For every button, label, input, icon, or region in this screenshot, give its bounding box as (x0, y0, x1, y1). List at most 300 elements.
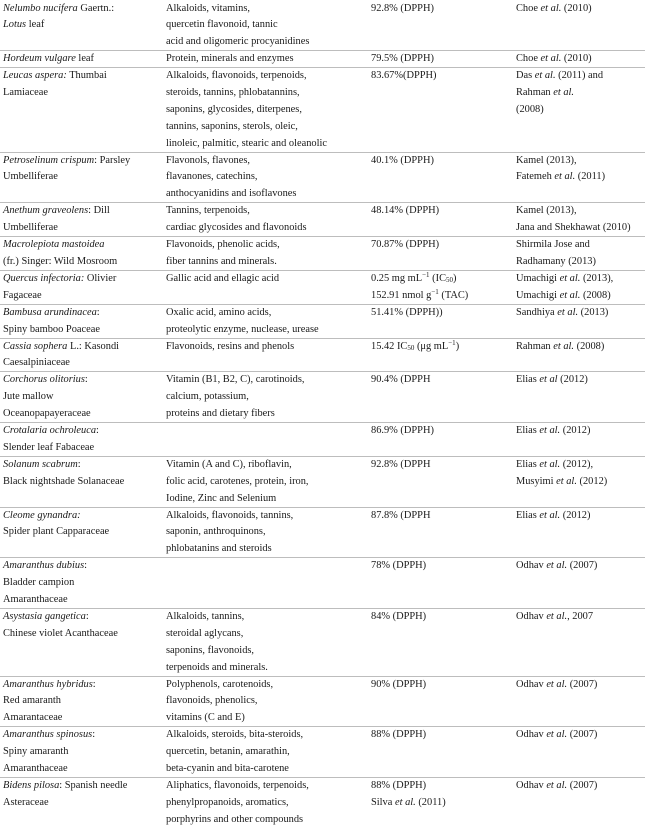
constituents-cell (166, 237, 368, 271)
cell-line (516, 558, 644, 575)
text-run: Silva (371, 796, 395, 808)
cell-line (3, 558, 163, 575)
text-run: Rahman (516, 340, 554, 352)
cell-line (516, 457, 644, 474)
reference-cell (516, 457, 644, 491)
cell-line: phenylpropanoids, aromatics, (166, 796, 289, 808)
cell-line (3, 778, 163, 795)
constituents-cell (166, 508, 368, 559)
text-run: (2010) (561, 53, 592, 65)
cell-line (516, 339, 644, 356)
text-run: ) (453, 272, 457, 284)
text-run: 50 (407, 343, 415, 352)
text-run: Olivier (84, 272, 117, 284)
plant-name-cell (3, 677, 163, 728)
text-run: (fr.) Singer: Wild Mosroom (3, 255, 118, 267)
text-run: Choe (516, 53, 541, 65)
cell-line: saponin, anthroquinons, (166, 526, 266, 538)
text-run: Amaranthus hybridus (3, 678, 93, 690)
text-run: Jute mallow (3, 391, 54, 403)
plant-name-cell (3, 558, 163, 609)
plant-name-cell (3, 203, 163, 237)
text-run: et al. (539, 509, 561, 521)
text-run: 70.87% (DPPH) (371, 239, 440, 251)
reference-cell (516, 609, 644, 626)
cell-line: flavanones, catechins, (166, 171, 258, 183)
antioxidant-activity-cell (371, 305, 513, 322)
text-run: Das (516, 70, 535, 82)
constituents-cell (166, 727, 368, 778)
plant-name-cell (3, 372, 163, 423)
text-run: Solanum scabrum (3, 458, 78, 470)
row-divider (0, 236, 645, 237)
text-run: (2008) (580, 289, 611, 301)
text-run: (2013) (578, 306, 609, 318)
text-run: : (92, 729, 96, 741)
text-run: (TAC) (438, 289, 469, 301)
antioxidant-activity-cell (371, 237, 513, 254)
text-run: −1 (422, 270, 430, 279)
constituents-cell (166, 778, 368, 829)
text-run: Red amaranth (3, 695, 61, 707)
text-run: Anethum graveolens (3, 205, 89, 217)
cell-line (3, 744, 163, 761)
cell-line (3, 406, 163, 423)
cell-line (371, 203, 513, 220)
cell-line: Gallic acid and ellagic acid (166, 272, 280, 284)
text-run: Amaranthaceae (3, 593, 68, 605)
cell-line (3, 710, 163, 727)
text-run: 83.67%(DPPH) (371, 70, 437, 82)
text-run: et al. (394, 796, 416, 808)
cell-line (3, 677, 163, 694)
cell-line (516, 68, 644, 85)
text-run: 90% (DPPH) (371, 678, 427, 690)
constituents-cell (166, 609, 368, 677)
cell-line (3, 322, 163, 339)
antioxidant-activity-cell (371, 727, 513, 744)
text-run: Musyimi (516, 475, 557, 487)
cell-line: Flavonols, flavones, (166, 154, 250, 166)
text-run: Cleome gynandra: (3, 509, 81, 521)
antioxidant-activity-cell (371, 339, 513, 356)
row-divider (0, 304, 645, 305)
text-run: et al. (559, 272, 581, 284)
cell-line (371, 153, 513, 170)
text-run: (2012) (576, 475, 608, 487)
reference-cell (516, 271, 644, 305)
text-run: Elias (516, 374, 540, 386)
text-run: , 2007 (567, 610, 594, 622)
text-run: (2012), (560, 458, 594, 470)
text-run: 92.8% (DPPH) (371, 2, 434, 14)
cell-line (3, 524, 163, 541)
constituents-cell (166, 51, 368, 68)
text-run: : Parsley (94, 154, 131, 166)
cell-line (3, 68, 163, 85)
text-run: Amarantaceae (3, 712, 63, 724)
cell-line (3, 795, 163, 812)
cell-line (371, 237, 513, 254)
reference-cell (516, 203, 644, 237)
plant-name-cell (3, 508, 163, 542)
cell-line: fiber tannins and minerals. (166, 255, 277, 267)
text-run: et al. (539, 458, 561, 470)
cell-line (516, 169, 644, 186)
cell-line (371, 51, 513, 68)
cell-line: Alkaloids, flavonoids, tannins, (166, 509, 294, 521)
cell-line: Polyphenols, carotenoids, (166, 678, 274, 690)
constituents-cell (166, 339, 368, 356)
reference-cell (516, 372, 644, 389)
text-run: 84% (DPPH) (371, 610, 427, 622)
cell-line (3, 220, 163, 237)
plant-name-cell (3, 51, 163, 68)
text-run: et al. (546, 678, 568, 690)
text-run: (2013), (580, 272, 614, 284)
cell-line (516, 474, 644, 491)
antioxidant-activity-cell (371, 677, 513, 694)
text-run: Choe (516, 2, 541, 14)
cell-line (3, 339, 163, 356)
text-run: Fagaceae (3, 289, 42, 301)
cell-line: quercetin, betanin, amarathin, (166, 746, 290, 758)
reference-cell (516, 508, 644, 525)
cell-line (516, 85, 644, 102)
cell-line (371, 1, 513, 18)
text-run: Bidens pilosa (3, 779, 60, 791)
text-run: (2012) (560, 509, 591, 521)
reference-cell (516, 1, 644, 18)
plant-name-cell (3, 727, 163, 778)
row-divider (0, 557, 645, 558)
text-run: : (85, 610, 89, 622)
cell-line (3, 254, 163, 271)
antioxidant-activity-cell (371, 153, 513, 170)
constituents-cell (166, 305, 368, 339)
cell-line (516, 271, 644, 288)
cell-line (3, 727, 163, 744)
text-run: 86.9% (DPPH) (371, 425, 434, 436)
cell-line: vitamins (C and E) (166, 712, 245, 724)
reference-cell (516, 423, 644, 440)
text-run: Shirmila Jose and (516, 239, 590, 251)
cell-line: quercetin flavonoid, tannic (166, 19, 278, 31)
cell-line (3, 1, 163, 18)
text-run: −1 (431, 287, 439, 296)
reference-cell (516, 51, 644, 68)
text-run: 87.8% (DPPH (371, 509, 431, 521)
cell-line (516, 102, 644, 119)
cell-line (3, 423, 163, 440)
text-run: L.: Kasondi (67, 340, 120, 352)
cell-line (516, 51, 644, 68)
text-run: ) (455, 340, 460, 352)
text-run: Umbelliferae (3, 222, 58, 234)
text-run: Crotalaria ochroleuca (3, 425, 97, 436)
antioxidant-activity-cell (371, 778, 513, 812)
antioxidant-activity-cell (371, 372, 513, 389)
reference-cell (516, 153, 644, 187)
text-run: (IC (429, 272, 446, 284)
text-run: (2012) (560, 425, 591, 436)
text-run: Kamel (2013), (516, 205, 577, 217)
text-run: Amaranthus spinosus (3, 729, 93, 741)
antioxidant-activity-cell (371, 508, 513, 525)
cell-line: porphyrins and other compounds (166, 813, 304, 825)
cell-line (371, 508, 513, 525)
text-run: Lotus (3, 19, 27, 31)
text-run: Chinese violet Acanthaceae (3, 627, 118, 639)
cell-line: Iodine, Zinc and Selenium (166, 492, 277, 504)
text-run: 88% (DPPH) (371, 779, 427, 791)
text-run: Petroselinum crispum (3, 154, 95, 166)
antioxidant-activity-cell (371, 1, 513, 18)
reference-cell (516, 237, 644, 271)
row-divider (0, 777, 645, 778)
text-run: et al. (546, 729, 568, 741)
cell-line: terpenoids and minerals. (166, 661, 268, 673)
antioxidant-activity-cell (371, 68, 513, 85)
text-run: et al. (557, 306, 579, 318)
cell-line (516, 237, 644, 254)
text-run: 88% (DPPH) (371, 729, 427, 741)
text-run: Slender leaf Fabaceae (3, 441, 95, 453)
text-run: −1 (448, 338, 456, 347)
constituents-cell (166, 677, 368, 728)
cell-line (3, 271, 163, 288)
plant-name-cell (3, 271, 163, 305)
row-divider (0, 726, 645, 727)
cell-line: folic acid, carotenes, protein, iron, (166, 475, 309, 487)
cell-line (516, 727, 644, 744)
text-run: et al. (546, 779, 568, 791)
cell-line: Alkaloids, tannins, (166, 610, 245, 622)
cell-line (3, 575, 163, 592)
antioxidant-activity-cell (371, 558, 513, 575)
cell-line (3, 169, 163, 186)
text-run: et al. (540, 2, 562, 14)
cell-line (371, 423, 513, 440)
cell-line (3, 355, 163, 372)
text-run: (μg mL (414, 340, 449, 352)
cell-line (3, 305, 163, 322)
constituents-cell (166, 457, 368, 508)
text-run: Caesalpiniaceae (3, 357, 70, 369)
text-run: : (96, 306, 100, 318)
cell-line (3, 457, 163, 474)
text-run: : Dill (88, 205, 110, 217)
text-run: Leucas aspera: (3, 70, 67, 82)
cell-line: proteins and dietary fibers (166, 408, 275, 420)
cell-line (3, 592, 163, 609)
row-divider (0, 338, 645, 339)
text-run: (2008) (574, 340, 605, 352)
text-run: Odhav (516, 610, 547, 622)
cell-line (3, 609, 163, 626)
cell-line: steroids, tannins, phlobatannins, (166, 86, 300, 98)
cell-line (371, 68, 513, 85)
row-divider (0, 371, 645, 372)
row-divider (0, 67, 645, 68)
cell-line: flavonoids, phenolics, (166, 695, 258, 707)
text-run: et al. (554, 171, 576, 183)
text-run: Oceanopapayeraceae (3, 408, 91, 420)
cell-line (3, 693, 163, 710)
plant-name-cell (3, 68, 163, 102)
antioxidant-activity-cell (371, 457, 513, 474)
row-divider (0, 50, 645, 51)
text-run: 78% (DPPH) (371, 560, 427, 572)
text-run: 48.14% (DPPH) (371, 205, 440, 217)
text-run: Spiny bamboo Poaceae (3, 323, 100, 335)
text-run: (2007) (567, 779, 598, 791)
row-divider (0, 608, 645, 609)
text-run: Umbelliferae (3, 171, 58, 183)
text-run: (2011) and (555, 70, 604, 82)
cell-line (516, 677, 644, 694)
text-run: et al (539, 374, 558, 386)
constituents-cell (166, 203, 368, 237)
cell-line: phlobatanins and steroids (166, 543, 272, 555)
cell-line (3, 51, 163, 68)
text-run: Black nightshade Solanaceae (3, 475, 125, 487)
text-run: Asystasia gangetica (3, 610, 86, 622)
text-run: (2011) (575, 171, 606, 183)
cell-line (3, 372, 163, 389)
text-run: Amaranthaceae (3, 762, 68, 774)
cell-line: Protein, minerals and enzymes (166, 53, 294, 65)
text-run: 79.5% (DPPH) (371, 53, 434, 65)
plant-name-cell (3, 423, 163, 457)
plant-name-cell (3, 457, 163, 491)
cell-line (516, 288, 644, 305)
text-run: 51.41% (DPPH)) (371, 306, 443, 318)
text-run: Bambusa arundinacea (3, 306, 97, 318)
plant-name-cell (3, 609, 163, 643)
row-divider (0, 676, 645, 677)
cell-line (3, 17, 163, 34)
text-run: Umachigi (516, 272, 560, 284)
cell-line (371, 457, 513, 474)
antioxidant-activity-cell (371, 51, 513, 68)
cell-line (371, 288, 513, 305)
text-run: 92.8% (DPPH (371, 458, 431, 470)
text-run: et al. (539, 425, 561, 436)
text-run: Odhav (516, 678, 547, 690)
cell-line (516, 778, 644, 795)
text-run: et al. (559, 289, 581, 301)
cell-line: cardiac glycosides and flavonoids (166, 222, 307, 234)
cell-line: proteolytic enzyme, nuclease, urease (166, 323, 319, 335)
antioxidant-activity-cell (371, 609, 513, 626)
text-run: (2011) (415, 796, 446, 808)
cell-line (3, 237, 163, 254)
cell-line: tannins, saponins, sterols, oleic, (166, 120, 298, 132)
text-run: Sandhiya (516, 306, 558, 318)
text-run: Hordeum vulgare (3, 53, 76, 65)
text-run: : Spanish needle (59, 779, 128, 791)
cell-line (371, 778, 513, 795)
cell-line (3, 508, 163, 525)
cell-line (516, 254, 644, 271)
text-run: Gaertn.: (77, 2, 115, 14)
cell-line: anthocyanidins and isoflavones (166, 188, 297, 200)
text-run: Spider plant Capparaceae (3, 526, 110, 538)
plant-name-cell (3, 305, 163, 339)
cell-line: beta-cyanin and bita-carotene (166, 762, 289, 774)
text-run: (2010) (561, 2, 592, 14)
text-run: Nelumbo nucifera (3, 2, 78, 14)
cell-line (371, 271, 513, 288)
text-run: Spiny amaranth (3, 746, 69, 758)
text-run: (2008) (516, 103, 544, 115)
text-run: Fatemeh (516, 171, 555, 183)
reference-cell (516, 558, 644, 575)
cell-line (3, 440, 163, 457)
text-run: 40.1% (DPPH) (371, 154, 434, 166)
text-run: leaf (75, 53, 94, 65)
text-run: et al. (546, 610, 568, 622)
text-run: : (84, 374, 88, 386)
cell-line (371, 305, 513, 322)
cell-line (3, 626, 163, 643)
row-divider (0, 270, 645, 271)
cell-line: Alkaloids, flavonoids, terpenoids, (166, 70, 307, 82)
text-run: Odhav (516, 779, 547, 791)
plant-name-cell (3, 153, 163, 187)
cell-line: Aliphatics, flavonoids, terpenoids, (166, 779, 309, 791)
text-run: (2007) (567, 678, 598, 690)
text-run: et al. (540, 53, 562, 65)
reference-cell (516, 778, 644, 795)
text-run: et al. (534, 70, 556, 82)
cell-line (3, 85, 163, 102)
cell-line: Alkaloids, steroids, bita-steroids, (166, 729, 304, 741)
text-run: Thumbai (66, 70, 107, 82)
cell-line (516, 153, 644, 170)
cell-line (516, 508, 644, 525)
reference-cell (516, 68, 644, 119)
text-run: Quercus infectoria: (3, 272, 85, 284)
cell-line: Tannins, terpenoids, (166, 205, 250, 217)
text-run: Jana and Shekhawat (2010) (516, 222, 631, 234)
cell-line (516, 372, 644, 389)
text-run: (2007) (567, 729, 598, 741)
cell-line (3, 389, 163, 406)
cell-line (516, 423, 644, 440)
cell-line (3, 288, 163, 305)
cell-line (516, 305, 644, 322)
text-run: Asteraceae (3, 796, 49, 808)
plant-name-cell (3, 339, 163, 373)
text-run: Kamel (2013), (516, 154, 577, 166)
antioxidant-activity-cell (371, 203, 513, 220)
text-run: Elias (516, 458, 540, 470)
text-run: Odhav (516, 729, 547, 741)
reference-cell (516, 727, 644, 744)
text-run: leaf (26, 19, 45, 31)
cell-line (516, 220, 644, 237)
cell-line: calcium, potassium, (166, 391, 249, 403)
cell-line (371, 609, 513, 626)
constituents-cell (166, 271, 368, 288)
cell-line (371, 372, 513, 389)
reference-cell (516, 305, 644, 322)
cell-line: Alkaloids, vitamins, (166, 2, 250, 14)
text-run: Elias (516, 425, 540, 436)
reference-cell (516, 339, 644, 356)
